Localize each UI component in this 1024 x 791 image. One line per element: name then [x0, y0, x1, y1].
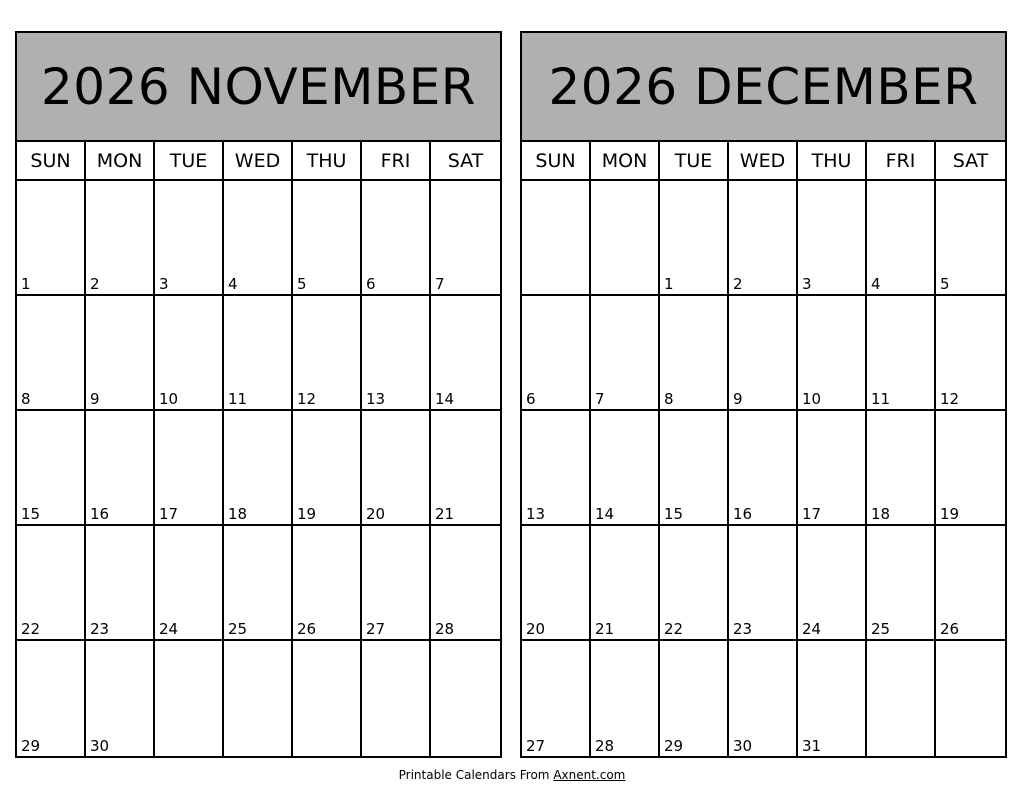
day-number: 19: [297, 505, 317, 523]
day-number: 23: [90, 620, 110, 638]
calendar-november: [15, 31, 502, 758]
day-cell: [522, 411, 591, 526]
day-cell: [936, 181, 1005, 296]
day-number: 2: [733, 275, 743, 293]
day-number: 4: [871, 275, 881, 293]
day-cell: [936, 296, 1005, 411]
day-cell: [660, 641, 729, 756]
day-grid: [17, 181, 500, 756]
day-cell: [867, 526, 936, 641]
day-cell: [729, 181, 798, 296]
day-cell: [522, 526, 591, 641]
day-cell: [293, 641, 362, 756]
day-number: 6: [366, 275, 376, 293]
day-cell: [867, 181, 936, 296]
day-cell: [17, 526, 86, 641]
day-cell: [224, 526, 293, 641]
day-number: 1: [664, 275, 674, 293]
day-cell: [362, 181, 431, 296]
day-cell: [660, 296, 729, 411]
day-cell: [591, 526, 660, 641]
day-number: 3: [802, 275, 812, 293]
day-number: 10: [159, 390, 179, 408]
day-number: 14: [435, 390, 455, 408]
day-number: 9: [90, 390, 100, 408]
day-cell: [155, 296, 224, 411]
day-cell: [867, 641, 936, 756]
day-cell: [362, 411, 431, 526]
day-number: 31: [802, 737, 822, 755]
day-number: 29: [21, 737, 41, 755]
day-cell: [86, 181, 155, 296]
day-number: 4: [228, 275, 238, 293]
day-grid: [522, 181, 1005, 756]
day-cell: [798, 411, 867, 526]
day-cell: [86, 411, 155, 526]
weekday-sun: SUN: [522, 142, 591, 179]
day-cell: [17, 181, 86, 296]
day-cell: [522, 296, 591, 411]
day-number: 12: [940, 390, 960, 408]
day-number: 13: [366, 390, 386, 408]
day-cell: [660, 181, 729, 296]
day-number: 28: [595, 737, 615, 755]
calendar-december: [520, 31, 1007, 758]
day-number: 25: [871, 620, 891, 638]
day-number: 20: [366, 505, 386, 523]
day-number: 13: [526, 505, 546, 523]
day-cell: [155, 411, 224, 526]
day-number: 14: [595, 505, 615, 523]
weekday-sun: SUN: [17, 142, 86, 179]
day-number: 21: [595, 620, 615, 638]
day-cell: [660, 526, 729, 641]
day-number: 28: [435, 620, 455, 638]
day-number: 1: [21, 275, 31, 293]
day-number: 8: [21, 390, 31, 408]
day-number: 21: [435, 505, 455, 523]
weekday-thu: THU: [293, 142, 362, 179]
day-number: 3: [159, 275, 169, 293]
day-cell: [522, 641, 591, 756]
day-cell: [936, 411, 1005, 526]
day-cell: [17, 296, 86, 411]
day-cell: [86, 526, 155, 641]
day-number: 24: [159, 620, 179, 638]
day-cell: [155, 181, 224, 296]
day-number: 30: [733, 737, 753, 755]
weekday-mon: MON: [86, 142, 155, 179]
day-cell: [86, 641, 155, 756]
day-cell: [729, 526, 798, 641]
day-number: 2: [90, 275, 100, 293]
day-number: 17: [802, 505, 822, 523]
day-number: 17: [159, 505, 179, 523]
day-cell: [660, 411, 729, 526]
day-cell: [591, 411, 660, 526]
day-cell: [591, 181, 660, 296]
day-number: 15: [664, 505, 684, 523]
day-number: 26: [940, 620, 960, 638]
weekday-header-row: [17, 142, 500, 181]
day-number: 11: [871, 390, 891, 408]
month-title: 2026 NOVEMBER: [17, 33, 500, 142]
day-cell: [591, 641, 660, 756]
day-cell: [362, 641, 431, 756]
day-cell: [729, 296, 798, 411]
day-cell: [798, 296, 867, 411]
day-number: 9: [733, 390, 743, 408]
day-cell: [867, 296, 936, 411]
day-cell: [224, 411, 293, 526]
day-number: 20: [526, 620, 546, 638]
day-cell: [867, 411, 936, 526]
day-number: 6: [526, 390, 536, 408]
weekday-wed: WED: [729, 142, 798, 179]
day-number: 27: [526, 737, 546, 755]
day-number: 23: [733, 620, 753, 638]
day-cell: [798, 181, 867, 296]
day-cell: [936, 641, 1005, 756]
day-cell: [17, 411, 86, 526]
day-number: 5: [940, 275, 950, 293]
weekday-sat: SAT: [447, 149, 484, 172]
day-number: 29: [664, 737, 684, 755]
day-number: 11: [228, 390, 248, 408]
day-number: 7: [435, 275, 445, 293]
weekday-fri: FRI: [867, 142, 936, 179]
month-title: 2026 DECEMBER: [522, 33, 1005, 142]
day-cell: [293, 411, 362, 526]
weekday-fri: FRI: [362, 142, 431, 179]
day-number: 30: [90, 737, 110, 755]
day-number: 15: [21, 505, 41, 523]
day-number: 10: [802, 390, 822, 408]
weekday-wed: WED: [224, 142, 293, 179]
day-number: 22: [664, 620, 684, 638]
day-number: 7: [595, 390, 605, 408]
footer-credit: [0, 768, 1024, 782]
day-cell: [362, 296, 431, 411]
day-cell: [431, 526, 500, 641]
day-cell: [798, 526, 867, 641]
day-number: 25: [228, 620, 248, 638]
weekday-thu: THU: [798, 142, 867, 179]
day-cell: [798, 641, 867, 756]
day-number: 5: [297, 275, 307, 293]
footer-link[interactable]: Axnent.com: [553, 768, 626, 782]
weekday-header-row: [522, 142, 1005, 181]
weekday-mon: MON: [591, 142, 660, 179]
day-number: 19: [940, 505, 960, 523]
day-number: 12: [297, 390, 317, 408]
day-cell: [86, 296, 155, 411]
day-cell: [155, 526, 224, 641]
day-cell: [224, 641, 293, 756]
day-number: 16: [733, 505, 753, 523]
day-cell: [431, 181, 500, 296]
day-cell: [293, 526, 362, 641]
day-cell: [522, 181, 591, 296]
day-number: 22: [21, 620, 41, 638]
footer-text: Printable Calendars From: [398, 768, 554, 782]
day-cell: [936, 526, 1005, 641]
weekday-sat: SAT: [952, 149, 989, 172]
day-number: 16: [90, 505, 110, 523]
day-cell: [17, 641, 86, 756]
weekday-tue: TUE: [660, 142, 729, 179]
day-cell: [362, 526, 431, 641]
day-cell: [155, 641, 224, 756]
day-number: 18: [228, 505, 248, 523]
day-cell: [224, 296, 293, 411]
day-cell: [431, 641, 500, 756]
day-cell: [729, 641, 798, 756]
day-cell: [224, 181, 293, 296]
day-number: 27: [366, 620, 386, 638]
day-cell: [431, 411, 500, 526]
day-number: 18: [871, 505, 891, 523]
day-cell: [729, 411, 798, 526]
day-number: 24: [802, 620, 822, 638]
day-number: 8: [664, 390, 674, 408]
day-cell: [293, 181, 362, 296]
day-cell: [293, 296, 362, 411]
day-number: 26: [297, 620, 317, 638]
day-cell: [431, 296, 500, 411]
day-cell: [591, 296, 660, 411]
weekday-tue: TUE: [155, 142, 224, 179]
